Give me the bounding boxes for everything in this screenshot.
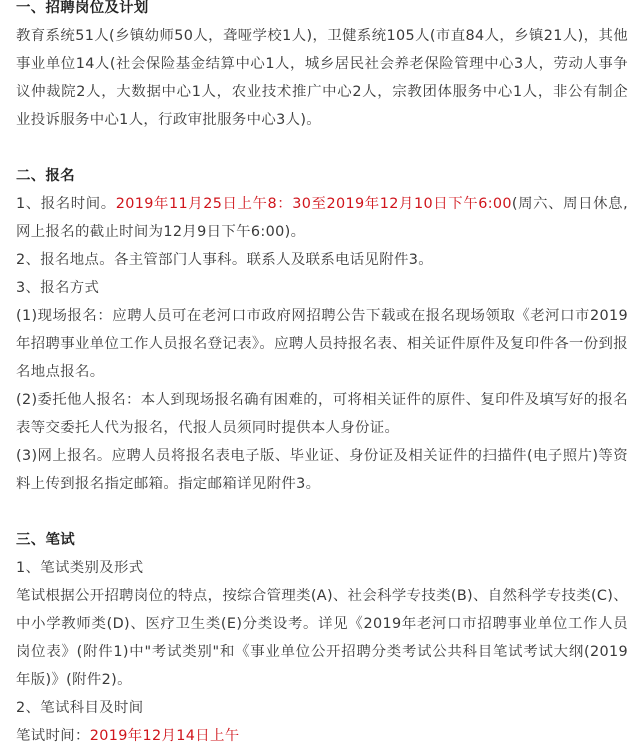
exam-time-value: 2019年12月14日上午 xyxy=(89,728,240,744)
exam-category-paragraph: 笔试根据公开招聘岗位的特点，按综合管理类(A)、社会科学专技类(B)、自然科学专技类(C)、中小学教师类(D)、医疗卫生类(E)分类设考。详见《2019年老河口市招聘事业单位工作人员岗位表》(附件1)中"考试类别"和《事业单位公开招聘分类考试公共科目笔试考试大纲(2019 年版)》(附件2)。 xyxy=(16,588,629,688)
registration-place-paragraph: 2、报名地点。各主管部门人事科。联系人及联系电话见附件3。 xyxy=(16,252,434,268)
exam-time-paragraph xyxy=(16,722,628,750)
recruitment-plan-paragraph: 教育系统51人(乡镇幼师50人，聋哑学校1人)，卫健系统105人(市直84人，乡镇21人)，其他事业单位14人(社会保险基金结算中心1人，城乡居民社会养老保险管理中心3人，劳动人事争议仲裁院2人，大数据中心1人，农业技术推广中心2人，宗教团体服务中心1人，非公有制企业投诉服务中心1人，行政审批服务中心3人)。 xyxy=(16,28,628,128)
section-heading-recruitment-plan: 一、招聘岗位及计划 xyxy=(16,0,149,16)
spacer xyxy=(16,498,628,526)
exam-category-heading: 1、笔试类别及形式 xyxy=(16,560,144,576)
exam-subject-heading: 2、笔试科目及时间 xyxy=(16,700,144,716)
registration-time-paragraph xyxy=(16,190,628,246)
document-body xyxy=(16,0,628,750)
registration-time-note: (周六、周日休息,网上报名的截止时间为12月9日下午6:00)。 xyxy=(16,196,628,240)
registration-time-label: 1、报名时间。 xyxy=(16,196,116,212)
spacer xyxy=(16,134,628,162)
registration-time-highlight: 2019年11月25日上午8：30至2019年12月10日下午6:00 xyxy=(115,196,512,212)
online-registration-paragraph: (3)网上报名。应聘人员将报名表电子版、毕业证、身份证及相关证件的扫描件(电子照片)等资料上传到报名指定邮箱。指定邮箱详见附件3。 xyxy=(16,448,628,492)
exam-time-label: 笔试时间： xyxy=(16,728,90,744)
onsite-registration-paragraph: (1)现场报名：应聘人员可在老河口市政府网招聘公告下载或在报名现场领取《老河口市2019年招聘事业单位工作人员报名登记表》。应聘人员持报名表、相关证件原件及复印件各一份到报名地点报名。 xyxy=(16,308,628,380)
section-heading-registration: 二、报名 xyxy=(16,168,75,184)
proxy-registration-paragraph: (2)委托他人报名：本人到现场报名确有困难的，可将相关证件的原件、复印件及填写好的报名表等交委托人代为报名，代报人员须同时提供本人身份证。 xyxy=(16,392,628,436)
registration-method-heading: 3、报名方式 xyxy=(16,280,100,296)
section-heading-written-exam: 三、笔试 xyxy=(16,532,75,548)
